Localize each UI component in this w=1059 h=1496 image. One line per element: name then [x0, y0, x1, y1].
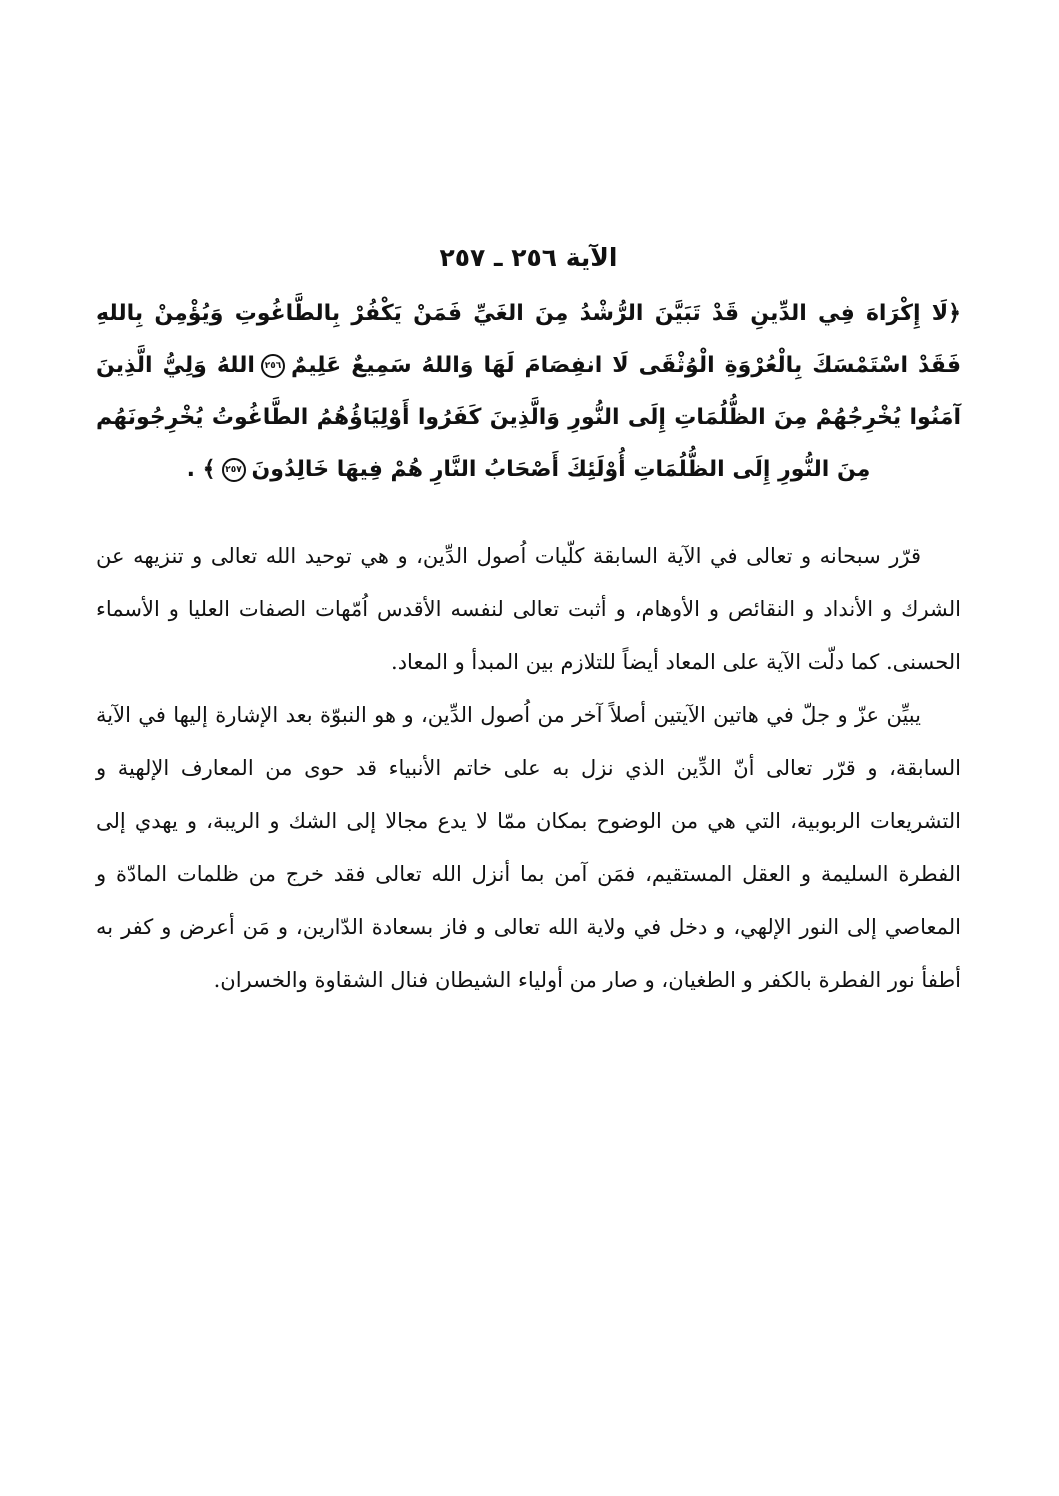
verse-text-256: لَا إِكْرَاهَ فِي الدِّينِ قَدْ تَبَيَّنَ الرُّشْدُ مِنَ الغَيِّ فَمَنْ يَكْفُرْ بِالطَّاغُوتِ وَيُؤْمِنْ بِاللهِ فَقَدْ اسْتَمْسَكَ بِالْعُرْوَةِ الْوُثْقَى لَا انفِصَامَ لَهَا وَاللهُ سَمِيعٌ عَلِيمٌ — [96, 301, 961, 378]
commentary-paragraph-1: قرّر سبحانه و تعالى في الآية السابقة كلّيات اُصول الدِّين، و هي توحيد الله تعالى و تنزيهه عن الشرك و الأنداد و النقائص و الأوهام، و أثبت تعالى لنفسه الأقدس اُمّهات الصفات العليا و الأسماء الحسنى. كما دلّت الآية على المعاد أيضاً للتلازم بين المبدأ و المعاد. — [96, 544, 961, 674]
quran-verse — [96, 288, 961, 496]
verse-heading: الآية ٢٥٦ ـ ٢٥٧ — [439, 243, 618, 272]
verse-close-bracket: ﴾ . — [186, 457, 216, 482]
verse-open-bracket: ﴿ — [948, 301, 961, 326]
verse-number-marker-256: ٢٥٦ — [261, 354, 285, 378]
verse-text-257: اللهُ وَلِيُّ الَّذِينَ آمَنُوا يُخْرِجُهُمْ مِنَ الظُّلُمَاتِ إِلَى النُّورِ وَالَّذِينَ كَفَرُوا أَوْلِيَاؤُهُمُ الطَّاغُوتُ يُخْرِجُونَهُم مِنَ النُّورِ إِلَى الظُّلُمَاتِ أُوْلَئِكَ أَصْحَابُ النَّارِ هُمْ فِيهَا خَالِدُونَ — [96, 353, 961, 482]
page-content — [96, 238, 961, 1007]
commentary-paragraph-2: يبيِّن عزّ و جلّ في هاتين الآيتين أصلاً آخر من اُصول الدِّين، و هو النبوّة بعد الإشارة إليها في الآية السابقة، و قرّر تعالى أنّ الدِّين الذي نزل به على خاتم الأنبياء قد حوى من المعارف الإلهية و التشريعات الربوبية، التي هي من الوضوح بمكان ممّا لا يدع مجالا إلى الشك و الريبة، و يهدي إلى الفطرة السليمة و العقل المستقيم، فمَن آمن بما أنزل الله تعالى فقد خرج من ظلمات المادّة و المعاصي إلى النور الإلهي، و دخل في ولاية الله تعالى و فاز بسعادة الدّارين، و مَن أعرض و كفر به أطفأ نور الفطرة بالكفر و الطغيان، و صار من أولياء الشيطان فنال الشقاوة والخسران. — [96, 703, 961, 992]
verse-number-marker-257: ٢٥٧ — [222, 458, 246, 482]
